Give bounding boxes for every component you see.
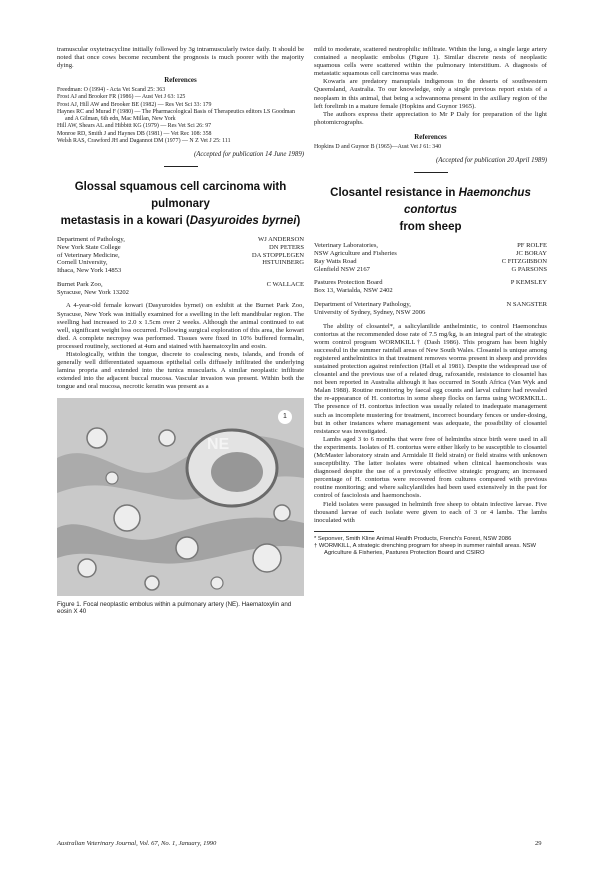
author-name: DN PETERS (269, 243, 304, 251)
left-title-suffix: ) (296, 214, 301, 227)
right-body-paragraph-2: Lambs aged 3 to 6 months that were free of helminths since birth were used in all the experiments. Isolates of H. contortus were either likely to be susceptible to closantel (McMaster laboratory strain and Armidale II field strain) or field strains with unknown susceptibility. The latter isolates were obtained when clinical haemonchosis was diagnosed despite the use of a previously effective strategic program; an increased percentage of H. contortus were recovered from cultures compared with previous routine monitoring; and where salicylanilides had been used extensively in the past for control of fasciolosis and haemonchosis. (314, 435, 547, 500)
left-affiliation-2-address (57, 281, 129, 297)
left-article-title (57, 179, 304, 230)
right-affiliation-2-address (314, 279, 393, 295)
author-name: N SANGSTER (506, 300, 547, 308)
reference-entry: Welsh RAS, Crawford JH and Dagannot DM (1977) — N Z Vet J 25: 111 (57, 137, 231, 144)
address-line: University of Sydney, Sydney, NSW 2006 (314, 308, 426, 316)
section-divider-right (414, 172, 448, 173)
right-accepted-note: (Accepted for publication 20 April 1989) (435, 157, 547, 165)
figure-label: NE (207, 435, 230, 453)
address-line: Department of Veterinary Pathology, (314, 300, 411, 308)
right-affiliation-3-authors (507, 301, 547, 317)
left-accepted-note: (Accepted for publication 14 June 1989) (193, 150, 304, 158)
left-affiliation-1-address (57, 236, 125, 275)
left-top-paragraph: tramuscular oxytetracycline initially followed by 3g intramuscularly twice daily. It should be noted that once cows become recumbent the prognosis is much poorer with the majority dying. (57, 46, 304, 70)
figure-number: 1 (278, 410, 292, 424)
right-body-paragraph-3: Field isolates were passaged in helminth free sheep to obtain infective larvae. Five thousand larvae of each isolate were given to each of 3 or 4 lambs. The lambs inoculated with (314, 500, 547, 524)
author-name: WJ ANDERSON (258, 235, 304, 243)
right-title-species: Haemonchus contortus (403, 187, 531, 217)
reference-entry: Haynes RC and Murad F (1980) — The Pharmacological Basis of Therapeutics editors LS Goodman and A Gilman, 6th edn, Mac Millan, New York (57, 108, 295, 123)
right-top-paragraph-1: mild to moderate, scattered neutrophilic infiltrate. Within the lung, a single large artery contained a neoplastic embolus (Figure 1). Similar discrete nests of neoplastic squamous cells were scattered within the pulmonary interstitium. A diagnosis of metastatic squamous cell carcinoma was made. (314, 46, 547, 78)
right-affiliation-1-authors (502, 242, 547, 273)
left-body-paragraph-2: Histologically, within the tongue, discrete to coalescing nests, islands, and fronds of generally well differentiated squamous epithelial cells diffusely infiltrated the underlying lamina propria and extended into the tunica muscularis. A similar neoplastic infiltrate extended into the adjacent buccal mucosa. Vascular invasion was present. Within both the tongue and oral mucosa, necrotic keratin was present as a (57, 351, 304, 391)
address-line: Ray Watts Road (314, 257, 357, 265)
left-title-line1: Glossal squamous cell carcinoma with pulmonary (74, 180, 287, 210)
left-column (57, 46, 304, 616)
page-number: 29 (535, 840, 542, 847)
reference-entry: Hill AW, Shears AL and Hibbitt KG (1979) — Res Vet Sci 26: 97 (57, 123, 212, 130)
address-line: NSW Agriculture and Fisheries (314, 249, 397, 257)
reference-entry: Hopkins D and Guynor B (1965)—Aust Vet J 61: 340 (314, 143, 442, 150)
figure-caption: Figure 1. Focal neoplastic embolus within a pulmonary artery (NE). Haematoxylin and eosin X 40 (57, 600, 292, 616)
address-line: Box 13, Warialda, NSW 2402 (314, 287, 393, 295)
footnote-entry: † WORMKILL, A strategic drenching program for sheep in summer rainfall areas. NSW Agriculture & Fisheries, Pastures Protection Board and CSIRO (314, 542, 536, 556)
right-affiliation-2-authors (511, 279, 547, 295)
right-affiliation-1-address (314, 242, 397, 273)
author-name: C WALLACE (266, 280, 304, 288)
left-affiliation-2-authors (267, 281, 304, 297)
left-references-heading: References (164, 76, 197, 85)
footnote-entry: * Seponver, Smith Kline Animal Health Products, French's Forest, NSW 2086 (314, 535, 512, 542)
right-column (314, 46, 547, 557)
right-article-title (314, 185, 547, 236)
journal-footer: Australian Veterinary Journal, Vol. 67, No. 1, January, 1990 (57, 840, 217, 847)
right-affiliation-1 (314, 242, 547, 273)
address-line: Pastures Protection Board (314, 279, 383, 287)
right-top-paragraph-2: Kowaris are predatory marsupials indigenous to the deserts of southwestern Queensland, Australia. To our knowledge, only a single previous report exists of a neoplasm in this animal, that being a schwannoma present in the axillary region of the left forelimb in a mature female (Hopkins and Guynor 1965). (314, 78, 547, 110)
right-affiliation-3 (314, 301, 547, 317)
footnotes (314, 536, 547, 557)
left-title-prefix: metastasis in a kowari ( (60, 214, 190, 227)
author-name: JC BORAY (515, 249, 547, 257)
address-line: New York State College (57, 243, 121, 251)
left-title-line2 (57, 213, 304, 230)
author-name: P KEMSLEY (510, 279, 547, 287)
reference-entry: Frost AJ and Brooker FR (1986) — Aust Vet J 63: 125 (57, 94, 186, 101)
reference-entry: Frost AJ, Hill AW and Brooker BE (1982) — Res Vet Sci 33: 179 (57, 101, 212, 108)
right-affiliation-2 (314, 279, 547, 295)
left-affiliation-1-authors (252, 236, 304, 275)
address-line: Department of Pathology, (57, 235, 125, 243)
address-line: Syracuse, New York 13202 (57, 288, 129, 296)
right-references-list (314, 144, 547, 151)
left-references-list (57, 87, 304, 145)
left-affiliation-2 (57, 281, 304, 297)
reference-entry: Monroe RD, Smith J and Haynes DB (1981) — Vet Rec 108: 358 (57, 130, 212, 137)
histology-figure (57, 398, 304, 596)
author-name: HSTUINBERG (262, 259, 304, 267)
address-line: Veterinary Laboratories, (314, 242, 379, 250)
section-divider (164, 166, 198, 167)
author-name: DA STOPPLEGEN (251, 251, 304, 259)
author-name: C FITZGIBBON (501, 257, 547, 265)
right-title-line2: from sheep (399, 221, 462, 234)
left-title-species: Dasyuroides byrnei (189, 214, 297, 227)
address-line: of Veterinary Medicine, (57, 251, 120, 259)
right-title-prefix: Closantel resistance in (330, 187, 459, 200)
author-name: PF ROLFE (517, 242, 547, 250)
right-affiliation-3-address (314, 301, 425, 317)
address-line: Burnet Park Zoo, (57, 280, 103, 288)
address-line: Ithaca, New York 14853 (57, 267, 122, 275)
address-line: Cornell University, (57, 259, 108, 267)
address-line: Glenfield NSW 2167 (314, 265, 370, 273)
right-top-paragraph-3: The authors express their appreciation to Mr P Daly for preparation of the light photomicrographs. (314, 110, 547, 126)
left-affiliation-1 (57, 236, 304, 275)
histology-micrograph (57, 398, 304, 596)
left-body-paragraph-1: A 4-year-old female kowari (Dasyuroides byrnei) on exhibit at the Burnet Park Zoo, Syracuse, New York was initially examined for a swelling in the left mandibular region. The swelling had increased to 2.0 x 1.5cm over 2 weeks. Although the animal continued to eat well, significant weight loss occurred. Following surgical exploration of this area, the kowari died. A complete necropsy was performed. Tissues were fixed in 10% buffered formalin, processed routinely, sectioned at 4um and stained with haematoxylin and eosin. (57, 302, 304, 350)
reference-entry: Freedman: O (1994) - Acta Vet Scand 25: 363 (57, 87, 166, 94)
footnote-rule (314, 531, 374, 532)
right-title-line1 (314, 185, 547, 219)
right-references-heading: References (414, 132, 447, 141)
author-name: G PARSONS (511, 265, 547, 273)
right-body-paragraph-1: The ability of closantel*, a salicylanilide anthelmintic, to control Haemonchus contortus at the recommended dose rate of 7.5 mg/kg, is an integral part of the strategic worm control program WORMKILL† (Dash 1986). This program has been highly successful in the summer rainfall areas of New South Wales. Closantel is unique among registered anthelmintics in that treatment removes worms present in sheep and provides sustained protection against reinfection (Hall et al 1981). Despite the widespread use of closantel and the previous use of a related drug, rafoxanide, resistance to closantel has not been reported in Australia although it has occurred in South Africa (Van Wyk and Malan 1988). Routine monitoring by faecal egg counts and larval culture had revealed the re-appearance of H. contortus in some sheep flocks on farms using WORMKILL. The presence of H. contortus infection was usually related to inadequate management such as incomplete mustering for treatment, incorrect boundary fences or under-dosing, but in other instances where management was adequate, the possibility of closantel resistance was investigated. (314, 322, 547, 435)
